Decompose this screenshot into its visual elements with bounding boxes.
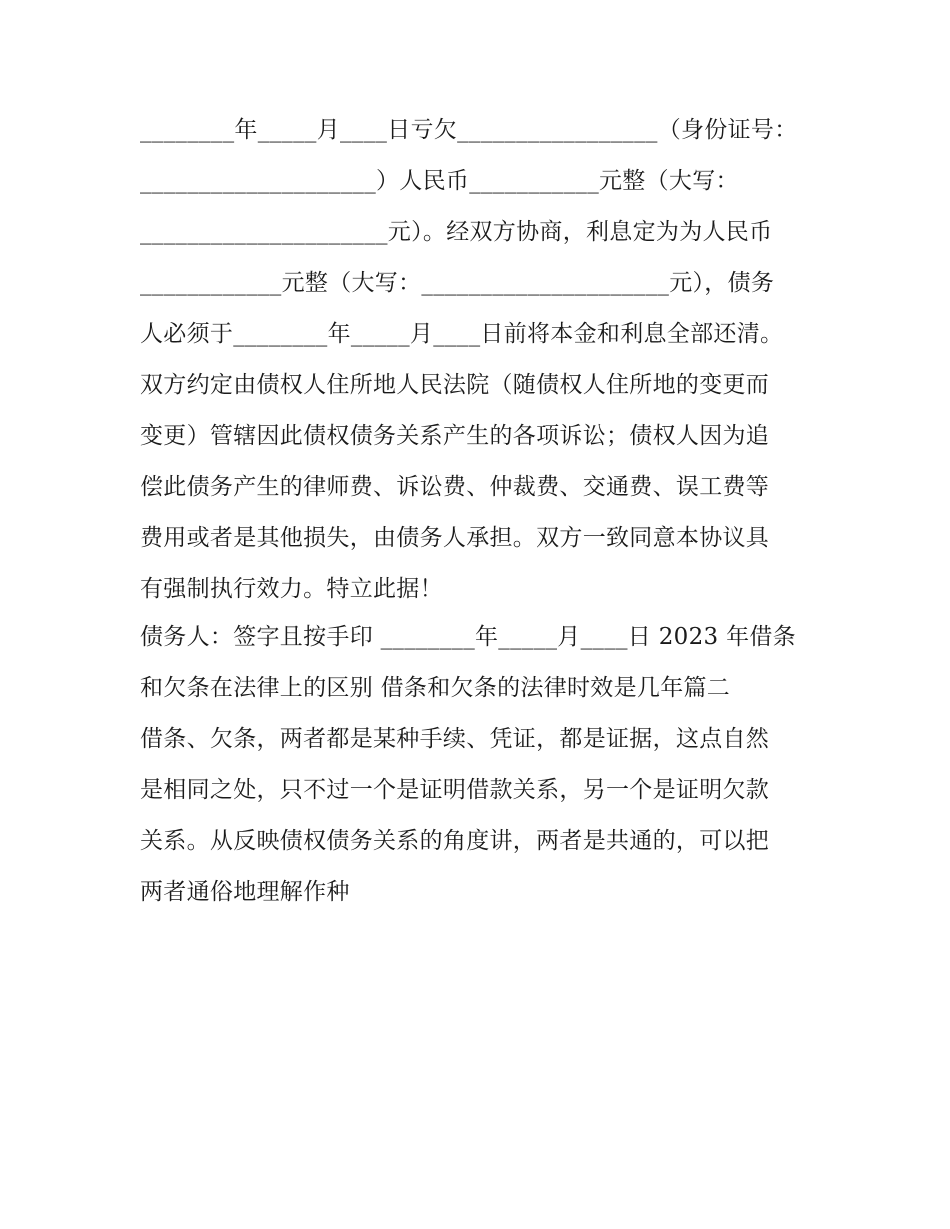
text-line: _____________________元）。经双方协商，利息定为为人民币: [140, 219, 773, 245]
text-line: 两者通俗地理解作种: [140, 879, 350, 905]
text-line: 费用或者是其他损失，由债务人承担。双方一致同意本协议具: [140, 525, 770, 551]
text-line: 借条、欠条，两者都是某种手续、凭证，都是证据，这点自然: [140, 726, 770, 752]
text-line: ________年_____月____日亏欠_________________（身份证号：: [140, 117, 798, 143]
text-line: 是相同之处，只不过一个是证明借款关系，另一个是证明欠款: [140, 777, 770, 803]
text-line: 偿此债务产生的律师费、诉讼费、仲裁费、交通费、误工费等: [140, 474, 770, 500]
text-line: 人必须于________年_____月____日前将本金和利息全部还清。: [140, 321, 784, 347]
text-line: 关系。从反映债权债务关系的角度讲，两者是共通的，可以把: [140, 828, 770, 854]
text-line: 变更）管辖因此债权债务关系产生的各项诉讼；债权人因为追: [140, 423, 770, 449]
text-line: ____________元整（大写：_____________________元），债务: [140, 270, 775, 296]
text-line: ____________________）人民币___________元整（大写：: [140, 168, 739, 194]
signature-line: 债务人：签字且按手印 ________年_____月____日 2023 年借条: [140, 624, 796, 650]
section-heading-line: 和欠条在法律上的区别 借条和欠条的法律时效是几年篇二: [140, 675, 731, 701]
text-line: 有强制执行效力。特立此据！: [140, 576, 443, 602]
text-line: 双方约定由债权人住所地人民法院（随债权人住所地的变更而: [140, 372, 770, 398]
